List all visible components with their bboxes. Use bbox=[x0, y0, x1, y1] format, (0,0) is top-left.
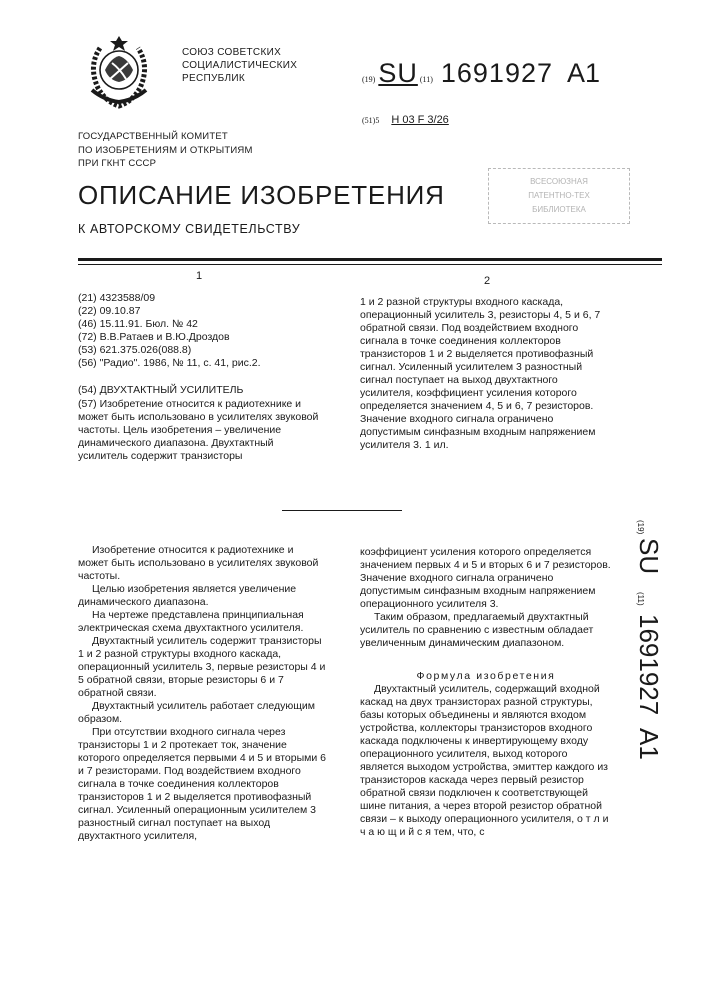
description-right-column bbox=[360, 546, 612, 839]
biblio-entry: (46) 15.11.91. Бюл. № 42 bbox=[78, 318, 198, 330]
description-paragraph: Таким образом, предлагаемый двухтактный усилитель по сравнению с известным обладает увеличенным динамическим диапазоном. bbox=[360, 611, 594, 649]
abstract-paragraph: (57) Изобретение относится к радиотехнике и может быть использовано в усилителях звуковой частоты. Цель изобретения – увеличение динамического диапазона. Двухтактный усилитель содержит транзисторы bbox=[78, 398, 319, 462]
vertical-id-svg bbox=[628, 520, 670, 780]
publication-number bbox=[362, 58, 600, 89]
patent-number: 1691927 bbox=[440, 58, 553, 88]
kind-code: A1 bbox=[567, 58, 601, 88]
biblio-entry: (72) В.В.Ратаев и В.Ю.Дроздов bbox=[78, 331, 230, 343]
country-name bbox=[182, 46, 297, 85]
inid-code-51: (51)5 bbox=[362, 116, 380, 125]
library-stamp bbox=[488, 168, 630, 224]
ipc-code: H 03 F 3/26 bbox=[391, 114, 449, 126]
country-code: SU bbox=[378, 58, 418, 88]
biblio-entry: (21) 4323588/09 bbox=[78, 292, 156, 304]
vertical-country: SU bbox=[634, 538, 664, 575]
vertical-number: 1691927 bbox=[634, 614, 664, 716]
issuing-committee bbox=[78, 130, 253, 171]
country-line: СОЮЗ СОВЕТСКИХ bbox=[182, 47, 282, 58]
vertical-patent-id bbox=[628, 520, 670, 780]
abstract-paragraph: 1 и 2 разной структуры входного каскада, операционный усилитель 3, резисторы 4, 5 и 6, 7 обратной связи. Под воздействием входного сигнала в точке соединения коллекторов транзисторов 1 и 2 выделяется противофазный сигнал. Усиленный усилителем 3 разностный сигнал поступает на выход двухтактного усилителя, коэффициент усиления которого определяется значением 4, 5 и 6, 7 резисторов. Значение входного сигнала ограничено допустимым синфазным входным напряжением усилителя 3. 1 ил. bbox=[360, 296, 601, 451]
biblio-entry: (22) 09.10.87 bbox=[78, 305, 141, 317]
description-paragraph: На чертеже представлена принципиальная электрическая схема двухтактного усилителя. bbox=[78, 609, 304, 634]
header-rule-thin bbox=[78, 264, 662, 265]
committee-line: ПРИ ГКНТ СССР bbox=[78, 158, 157, 169]
document-subtitle: К АВТОРСКОМУ СВИДЕТЕЛЬСТВУ bbox=[78, 222, 301, 236]
biblio-entry: (53) 621.375.026(088.8) bbox=[78, 344, 192, 356]
committee-line: ПО ИЗОБРЕТЕНИЯМ И ОТКРЫТИЯМ bbox=[78, 144, 253, 156]
abstract-right bbox=[360, 296, 612, 452]
description-paragraph: Изобретение относится к радиотехнике и может быть использовано в усилителях звуковой частоты. bbox=[78, 544, 319, 582]
claims-heading: Формула изобретения bbox=[416, 670, 556, 682]
abstract-left bbox=[78, 398, 326, 463]
stamp-line: ВСЕСОЮЗНАЯ bbox=[530, 177, 588, 186]
committee-line: ГОСУДАРСТВЕННЫЙ КОМИТЕТ bbox=[78, 131, 228, 142]
section-separator bbox=[282, 510, 402, 511]
state-emblem bbox=[78, 30, 160, 112]
invention-title: (54) ДВУХТАКТНЫЙ УСИЛИТЕЛЬ bbox=[78, 384, 244, 396]
header-rule-thick bbox=[78, 258, 662, 261]
country-line: РЕСПУБЛИК bbox=[182, 73, 245, 84]
vertical-kind: A1 bbox=[634, 728, 664, 760]
biblio-entry: (56) "Радио". 1986, № 11, с. 41, рис.2. bbox=[78, 357, 261, 369]
ipc-classification bbox=[362, 114, 449, 126]
document-title: ОПИСАНИЕ ИЗОБРЕТЕНИЯ bbox=[78, 180, 445, 210]
inid-code-19: (19) bbox=[362, 75, 376, 84]
description-paragraph: При отсутствии входного сигнала через транзисторы 1 и 2 протекает ток, значение которого определяется первыми 4 и 5 и вторыми 6 и 7 резисторами. Под воздействием входного сигнала в точке соединения коллекторов транзисторов 1 и 2 выделяется противофазный сигнал. Усиленный операционным усилителем 3 разностный сигнал поступает на выход двухтактного усилителя, bbox=[78, 726, 327, 842]
description-left-column bbox=[78, 544, 326, 843]
description-paragraph: Двухтактный усилитель работает следующим образом. bbox=[78, 700, 315, 725]
country-line: СОЦИАЛИСТИЧЕСКИХ bbox=[182, 60, 298, 71]
description-paragraph: коэффициент усиления которого определяется значением первых 4 и 5 и вторых 6 и 7 резисторов. Значение входного сигнала ограничено допустимым синфазным входным напряжением операционного усилителя 3. bbox=[360, 546, 611, 610]
description-paragraph: Целью изобретения является увеличение динамического диапазона. bbox=[78, 583, 297, 608]
inid-code-11: (11) bbox=[419, 75, 433, 84]
stamp-line: ПАТЕНТНО-ТЕХ bbox=[528, 191, 590, 200]
column-number-1: 1 bbox=[196, 270, 203, 282]
description-paragraph: Двухтактный усилитель содержит транзисторы 1 и 2 разной структуры входного каскада, операционный усилитель 3, первые резисторы 4 и 5 обратной связи, вторые резисторы 6 и 7 обратной связи. bbox=[78, 635, 326, 699]
stamp-line: БИБЛИОТЕКА bbox=[532, 205, 586, 214]
vertical-code-11: (11) bbox=[636, 592, 645, 606]
vertical-code-19: (19) bbox=[636, 520, 645, 535]
column-number-2: 2 bbox=[484, 275, 491, 287]
claims-text: Двухтактный усилитель, содержащий входной каскад на двух транзисторах разной структуры, базы которых объединены и являются входом устройства, коллекторы транзисторов входного каскада подключены к инвертирующему входу операционного усилителя, выход которого является выходом устройства, эмиттер каждого из транзисторов каскада через первый резистор обратной связи подключен к соответствующей шине питания, а через второй резистор обратной связи – к выходу операционного усилителя, о т л и ч а ю щ и й с я тем, что, с bbox=[360, 683, 609, 838]
bibliographic-data bbox=[78, 292, 261, 370]
